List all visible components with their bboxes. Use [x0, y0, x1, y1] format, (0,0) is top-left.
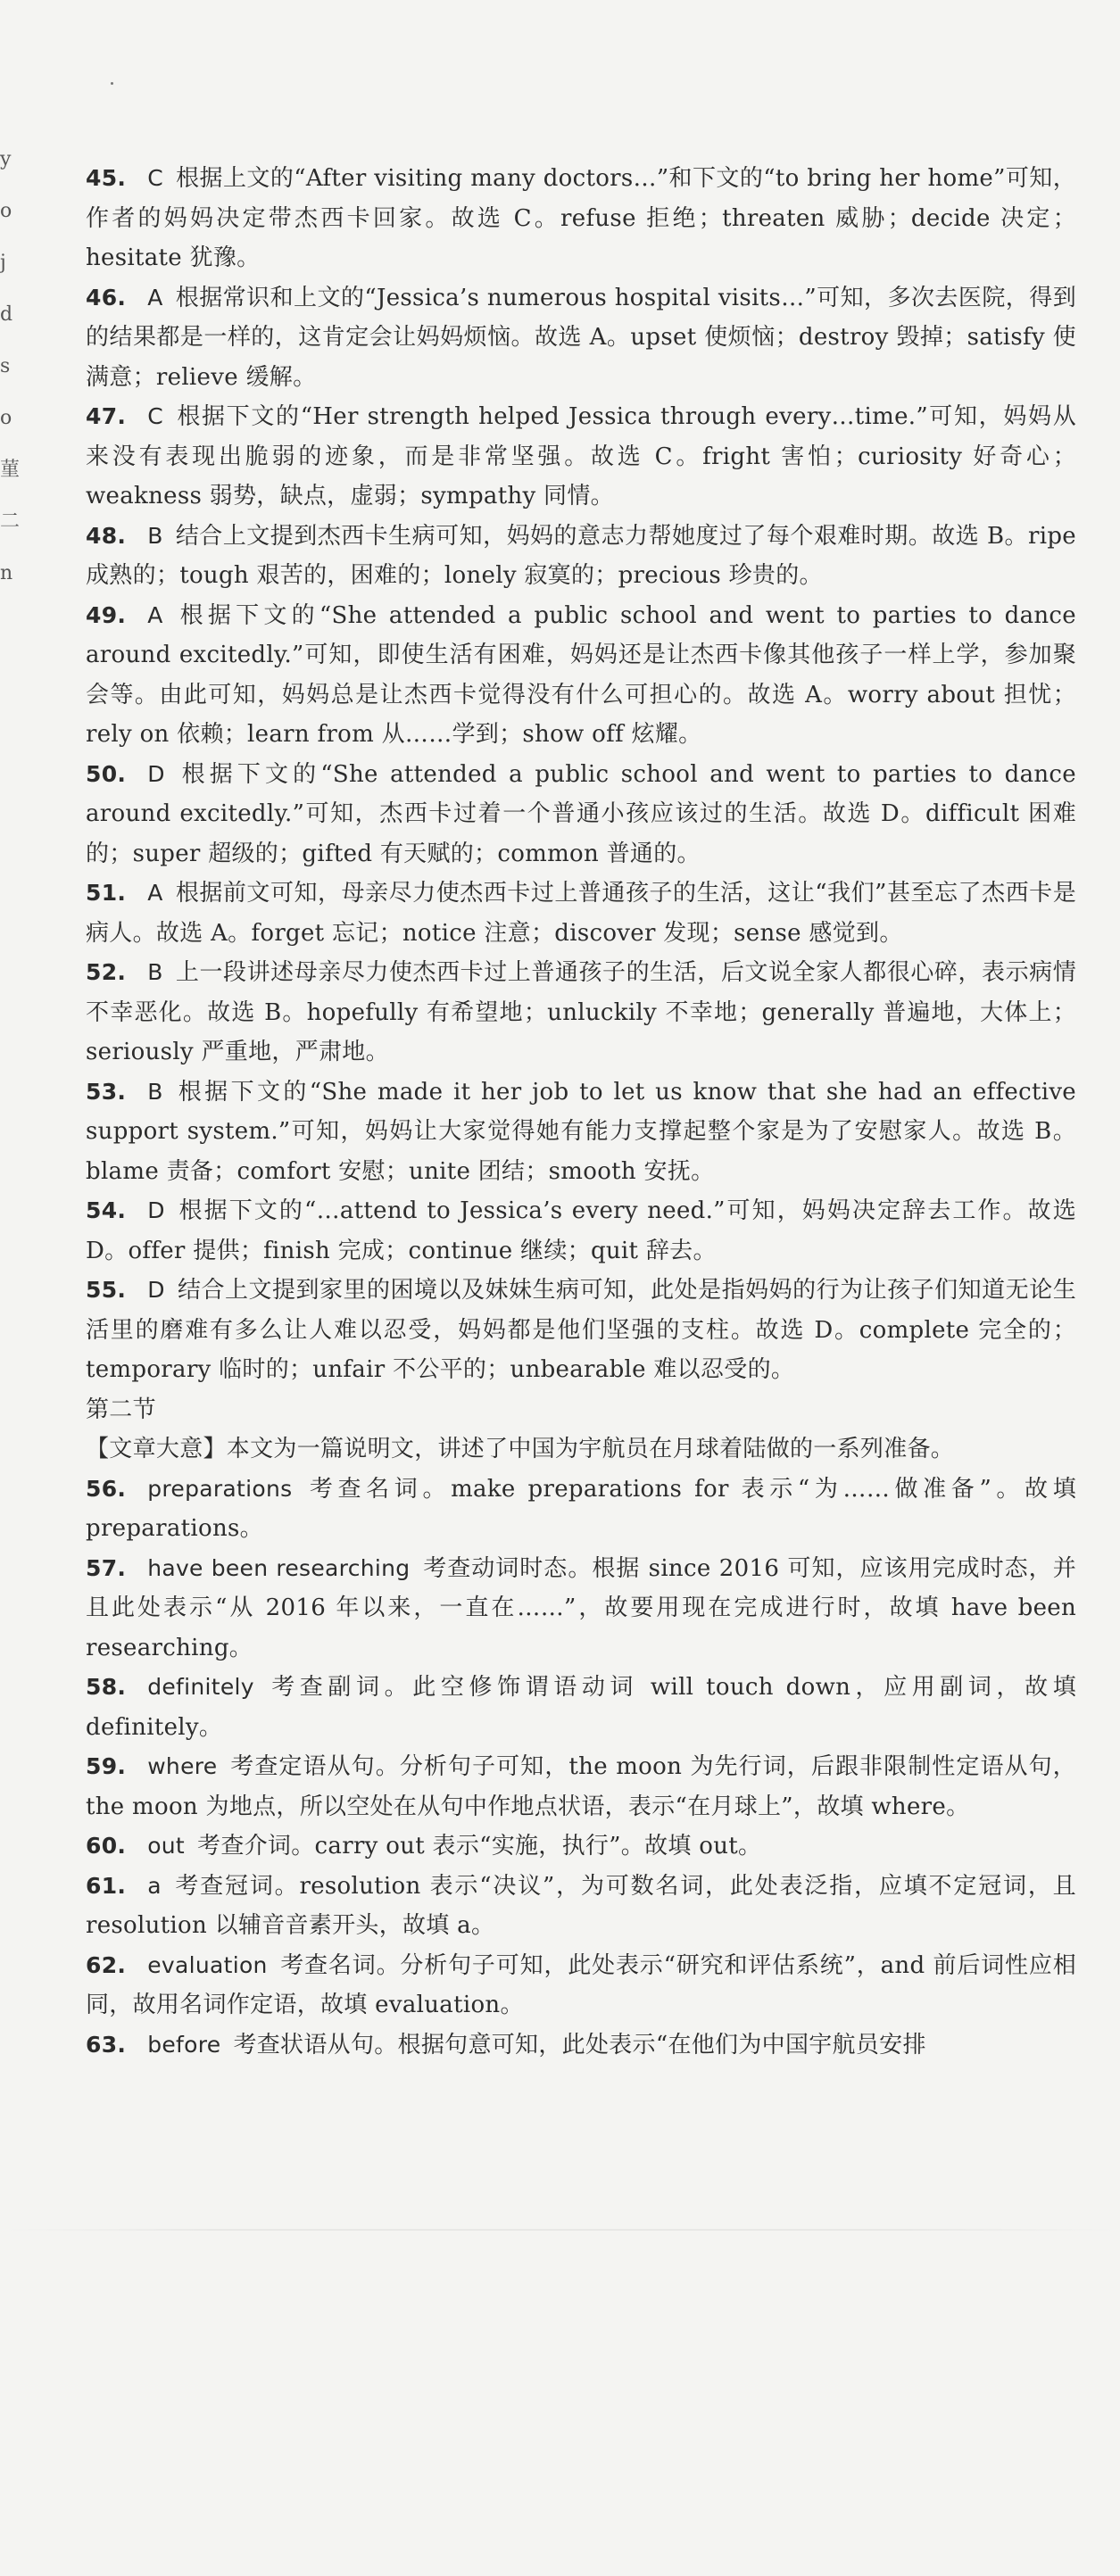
- question-number: 48.: [86, 522, 127, 549]
- page-fold-shadow: [0, 2229, 1120, 2231]
- explanation-text: 考查定语从句。分析句子可知，the moon 为先行词，后跟非限制性定语从句，the moon 为地点，所以空处在从句中作地点状语，表示“在月球上”，故填 where。: [86, 1753, 1076, 1820]
- explanation-text: 根据下文的“She attended a public school and went to parties to dance around excitedly.”可知，杰西卡过着一个普通小孩应该过的生活。故选 D。difficult 困难的；super 超级的；gifted 有天赋的；common 普通的。: [86, 760, 1076, 867]
- answer-key: [86, 602, 163, 628]
- answer-option: where: [147, 1753, 218, 1779]
- answer-key: [86, 1555, 410, 1581]
- answer-option: have been researching: [147, 1554, 411, 1581]
- question-number: 56.: [86, 1475, 127, 1502]
- question-number: 57.: [86, 1554, 127, 1581]
- passage-summary: 【文章大意】本文为一篇说明文，讲述了中国为宇航员在月球着陆做的一系列准备。: [86, 1436, 955, 1462]
- question-number: 55.: [86, 1277, 127, 1303]
- answer-item-q45: [86, 159, 1076, 278]
- answer-option: out: [147, 1833, 186, 1859]
- answer-key: [86, 403, 163, 429]
- answer-option: D: [147, 1277, 165, 1303]
- question-number: 45.: [86, 165, 127, 191]
- answer-option: A: [147, 880, 163, 906]
- answer-option: A: [147, 284, 163, 311]
- explanation-text: 考查名词。分析句子可知，此处表示“研究和评估系统”，and 前后词性应相同，故用名词作定语，故填 evaluation。: [86, 1951, 1076, 2018]
- answer-option: C: [147, 165, 163, 191]
- answer-key: [86, 1753, 217, 1779]
- question-number: 47.: [86, 403, 127, 429]
- left-margin-bleed: [0, 134, 20, 600]
- answer-key: [86, 761, 165, 787]
- margin-glyph: j: [0, 252, 6, 274]
- answer-item-q59: [86, 1747, 1076, 1826]
- answer-option: C: [147, 403, 163, 429]
- explanation-text: 结合上文提到家里的困境以及妹妹生病可知，此处是指妈妈的行为让孩子们知道无论生活里的磨难有多么让人难以忍受，妈妈都是他们坚强的支柱。故选 D。complete 完全的；temporary 临时的；unfair 不公平的；unbearable 难以忍受的。: [86, 1277, 1076, 1383]
- answer-key: [86, 959, 163, 985]
- answer-key: [86, 2032, 220, 2058]
- explanation-text: 考查副词。此空修饰谓语动词 will touch down，应用副词，故填 definitely。: [86, 1674, 1076, 1741]
- answer-key: [86, 165, 163, 191]
- margin-glyph: d: [0, 303, 13, 326]
- explanation-text: 考查介词。carry out 表示“实施，执行”。故填 out。: [197, 1833, 762, 1860]
- margin-glyph: y: [0, 148, 12, 170]
- answer-item-q63: [86, 2025, 1076, 2066]
- answer-explanations: [86, 159, 1076, 2065]
- margin-glyph: o: [0, 200, 12, 222]
- answer-option: a: [147, 1872, 162, 1899]
- explanation-text: 考查名词。make preparations for 表示“为……做准备”。故填 preparations。: [86, 1475, 1076, 1542]
- question-number: 54.: [86, 1197, 127, 1223]
- answer-item-q62: [86, 1946, 1076, 2025]
- margin-glyph: 二: [0, 510, 21, 533]
- explanation-text: 考查冠词。resolution 表示“决议”，为可数名词，此处表泛指，应填不定冠词，且 resolution 以辅音音素开头，故填 a。: [86, 1872, 1076, 1939]
- answer-option: D: [147, 760, 165, 787]
- answer-key: [86, 880, 163, 906]
- question-number: 63.: [86, 2031, 127, 2058]
- question-number: 62.: [86, 1951, 127, 1978]
- margin-glyph: s: [0, 355, 11, 377]
- question-number: 52.: [86, 959, 127, 985]
- answer-option: definitely: [147, 1674, 254, 1700]
- explanation-text: 上一段讲述母亲尽力使杰西卡过上普通孩子的生活，后文说全家人都很心碎，表示病情不幸恶化。故选 B。hopefully 有希望地；unluckily 不幸地；generally 普遍地，大体上；seriously 严重地，严肃地。: [86, 959, 1076, 1065]
- answer-key: [86, 1833, 185, 1859]
- grammar-fill-answers: [86, 1470, 1076, 2066]
- question-number: 50.: [86, 760, 127, 787]
- answer-item-q49: [86, 596, 1076, 755]
- explanation-text: 根据下文的“Her strength helped Jessica through every…time.”可知，妈妈从来没有表现出脆弱的迹象，而是非常坚强。故选 C。fright 害怕；curiosity 好奇心；weakness 弱势，缺点，虚弱；sympathy 同情。: [86, 403, 1076, 509]
- explanation-text: 考查状语从句。根据句意可知，此处表示“在他们为中国宇航员安排: [233, 2031, 926, 2058]
- answer-option: D: [147, 1197, 165, 1223]
- explanation-text: 根据下文的“She made it her job to let us know that she had an effective support system.”可知，妈妈让大家觉得她有能力支撑起整个家是为了安慰家人。故选 B。blame 责备；comfort 安慰；unite 团结；smooth 安抚。: [86, 1078, 1076, 1185]
- question-number: 59.: [86, 1753, 127, 1779]
- margin-glyph: 菫: [0, 459, 21, 481]
- answer-item-q60: [86, 1826, 1076, 1867]
- section-title: 第二节: [86, 1396, 156, 1423]
- answer-key: [86, 1197, 165, 1223]
- explanation-text: 根据前文可知，母亲尽力使杰西卡过上普通孩子的生活，这让“我们”甚至忘了杰西卡是病人。故选 A。forget 忘记；notice 注意；discover 发现；sense 感觉到。: [86, 880, 1076, 947]
- answer-option: B: [147, 522, 163, 549]
- answer-key: [86, 285, 163, 311]
- question-number: 53.: [86, 1078, 127, 1105]
- answer-option: evaluation: [147, 1951, 268, 1978]
- answer-item-q52: [86, 953, 1076, 1073]
- answer-item-q46: [86, 278, 1076, 398]
- answer-item-q55: [86, 1271, 1076, 1390]
- answer-item-q51: [86, 874, 1076, 953]
- question-number: 46.: [86, 284, 127, 311]
- answer-item-q50: [86, 755, 1076, 874]
- question-number: 61.: [86, 1872, 127, 1899]
- answer-item-q61: [86, 1867, 1076, 1946]
- answer-key: [86, 1674, 254, 1700]
- explanation-text: 根据下文的“…attend to Jessica’s every need.”可知，妈妈决定辞去工作。故选 D。offer 提供；finish 完成；continue 继续；quit 辞去。: [86, 1197, 1076, 1264]
- answer-key: [86, 1476, 292, 1502]
- answer-item-q57: [86, 1549, 1076, 1669]
- answer-item-q47: [86, 397, 1076, 517]
- cloze-answers: [86, 159, 1076, 1390]
- answer-item-q58: [86, 1668, 1076, 1747]
- answer-item-q54: [86, 1191, 1076, 1271]
- answer-key: [86, 1873, 162, 1899]
- answer-item-q48: [86, 517, 1076, 596]
- question-number: 49.: [86, 601, 127, 628]
- answer-option: B: [147, 959, 163, 985]
- explanation-text: 结合上文提到杰西卡生病可知，妈妈的意志力帮她度过了每个艰难时期。故选 B。ripe 成熟的；tough 艰苦的，困难的；lonely 寂寞的；precious 珍贵的。: [86, 522, 1076, 589]
- answer-option: A: [147, 601, 163, 628]
- scan-speck: [111, 82, 113, 85]
- question-number: 60.: [86, 1833, 127, 1859]
- answer-key: [86, 1277, 165, 1303]
- explanation-text: 根据下文的“She attended a public school and went to parties to dance around excitedly.”可知，即使生活有困难，妈妈还是让杰西卡像其他孩子一样上学，参加聚会等。由此可知，妈妈总是让杰西卡觉得没有什么可担心的。故选 A。worry about 担忧；rely on 依赖；learn from 从……学到；show off 炫耀。: [86, 601, 1076, 748]
- answer-key: [86, 1952, 268, 1978]
- answer-option: B: [147, 1078, 163, 1105]
- answer-option: before: [147, 2031, 221, 2058]
- answer-key: [86, 523, 163, 549]
- answer-key: [86, 1079, 163, 1105]
- explanation-text: 根据常识和上文的“Jessica’s numerous hospital visits…”可知，多次去医院，得到的结果都是一样的，这肯定会让妈妈烦恼。故选 A。upset 使烦恼；destroy 毁掉；satisfy 使满意；relieve 缓解。: [86, 284, 1076, 391]
- explanation-text: 根据上文的“After visiting many doctors…”和下文的“to bring her home”可知，作者的妈妈决定带杰西卡回家。故选 C。refuse 拒绝；threaten 威胁；decide 决定；hesitate 犹豫。: [86, 165, 1076, 271]
- margin-glyph: n: [0, 562, 13, 584]
- question-number: 51.: [86, 880, 127, 906]
- explanation-text: 考查动词时态。根据 since 2016 可知，应该用完成时态，并且此处表示“从 2016 年以来，一直在……”，故要用现在完成进行时，故填 have been researching。: [86, 1554, 1077, 1661]
- answer-option: preparations: [147, 1475, 293, 1502]
- question-number: 58.: [86, 1674, 127, 1700]
- margin-glyph: o: [0, 407, 12, 429]
- answer-item-q56: [86, 1470, 1076, 1549]
- answer-item-q53: [86, 1073, 1076, 1192]
